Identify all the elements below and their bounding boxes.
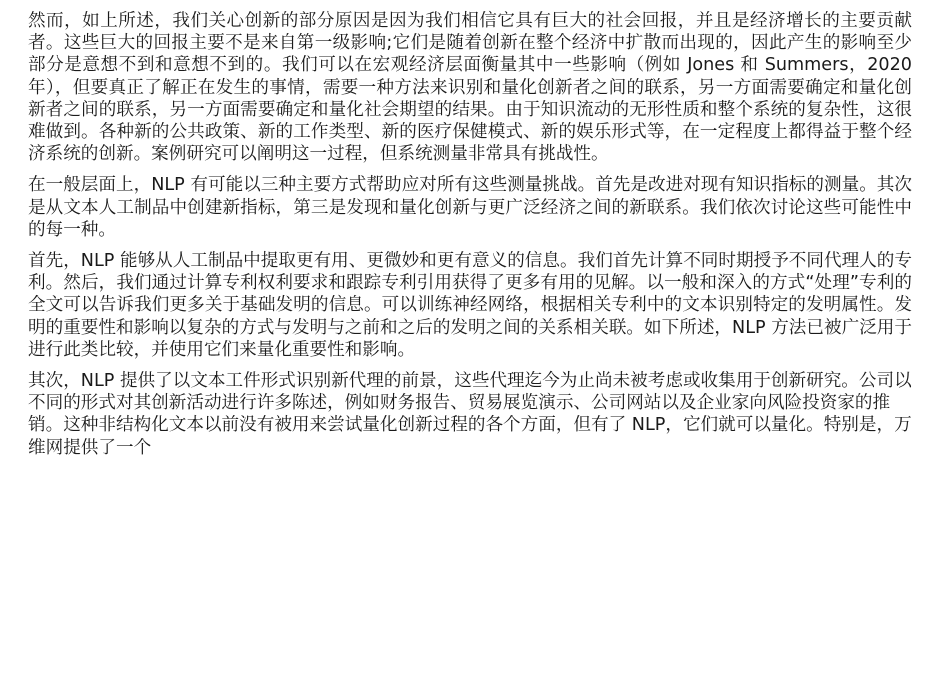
paragraph-2: 在一般层面上，NLP 有可能以三种主要方式帮助应对所有这些测量挑战。首先是改进对现有知识指标的测量。其次是从文本人工制品中创建新指标，第三是发现和量化创新与更广泛经济之间的新联系。我们依次讨论这些可能性中的每一种。 — [28, 175, 912, 240]
paragraph-3: 首先，NLP 能够从人工制品中提取更有用、更微妙和更有意义的信息。我们首先计算不同时期授予不同代理人的专利。然后，我们通过计算专利权利要求和跟踪专利引用获得了更多有用的见解。以一般和深入的方式“处理”专利的全文可以告诉我们更多关于基础发明的信息。可以训练神经网络，根据相关专利中的文本识别特定的发明属性。发明的重要性和影响以复杂的方式与发明与之前和之后的发明之间的关系相关联。如下所述，NLP 方法已被广泛用于进行此类比较，并使用它们来量化重要性和影响。 — [28, 251, 912, 360]
paragraph-1: 然而，如上所述，我们关心创新的部分原因是因为我们相信它具有巨大的社会回报，并且是经济增长的主要贡献者。这些巨大的回报主要不是来自第一级影响;它们是随着创新在整个经济中扩散而出现的，因此产生的影响至少部分是意想不到和意想不到的。我们可以在宏观经济层面衡量其中一些影响（例如 Jones 和 Summers，2020 年），但要真正了解正在发生的事情，需要一种方法来识别和量化创新者之间的联系，另一方面需要确定和量化创新者之间的联系，另一方面需要确定和量化社会期望的结果。由于知识流动的无形性质和整个系统的复杂性，这很难做到。各种新的公共政策、新的工作类型、新的医疗保健模式、新的娱乐形式等，在一定程度上都得益于整个经济系统的创新。案例研究可以阐明这一过程，但系统测量非常具有挑战性。 — [28, 11, 912, 165]
document-body — [28, 10, 912, 468]
paragraph-4: 其次，NLP 提供了以文本工件形式识别新代理的前景，这些代理迄今为止尚未被考虑或收集用于创新研究。公司以不同的形式对其创新活动进行许多陈述，例如财务报告、贸易展览演示、公司网站以及企业家向风险投资家的推销。这种非结构化文本以前没有被用来尝试量化创新过程的各个方面，但有了 NLP，它们就可以量化。特别是，万维网提供了一个 — [28, 371, 912, 458]
